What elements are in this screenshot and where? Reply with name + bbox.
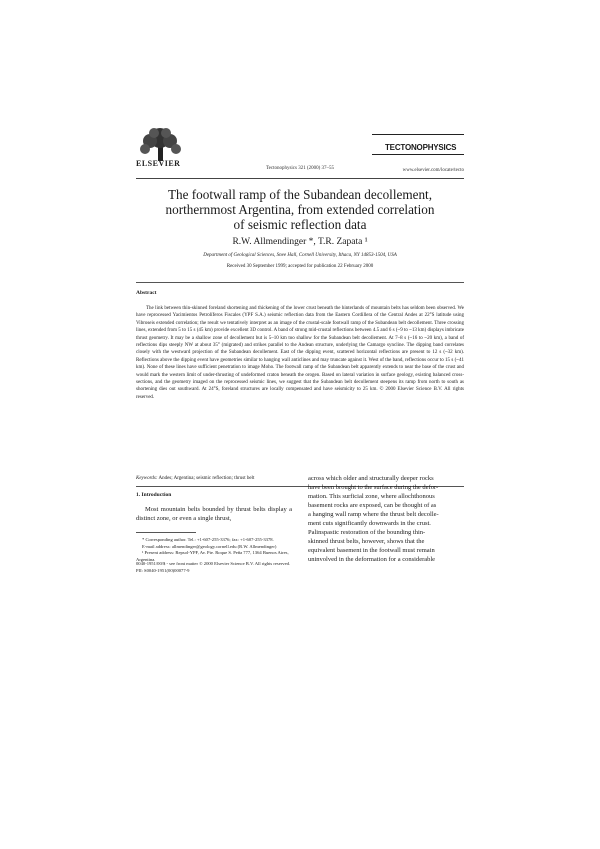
elsevier-tree-logo-icon bbox=[136, 127, 186, 161]
intro-right-column bbox=[308, 474, 464, 564]
abstract-heading: Abstract bbox=[136, 290, 157, 296]
intro-left-column: Most mountain belts bounded by thrust belts display a distinct zone, or even a single thrust, bbox=[136, 506, 292, 522]
text-line: Palinspastic restoration of the bounding thin- bbox=[308, 529, 426, 536]
journal-name: TECTONOPHYSICS bbox=[385, 143, 457, 152]
section-heading: 1. Introduction bbox=[136, 492, 172, 498]
text-line: uninvolved in the deformation for a considerable bbox=[308, 556, 436, 563]
title-line: of seismic reflection data bbox=[233, 217, 367, 232]
abstract-text: The link between thin-skinned foreland shortening and thickening of the lower crust beneath the hinterlands of mountain belts has seldom been observed. We have reprocessed Yacimientos Petrolíferos Fiscales (YPF S.A.) seismic reflection data from the Eastern Cordillera of the Central Andes at 22°S latitude using Vibroseis extended correlation; the result we tentatively interpret as an image of the crustal-scale footwall ramp of the Subandean belt decollement. Three crossing lines, extended from 5 to 15 s (45 km) provide excellent 3D control. A band of strong mid-crustal reflections between 4.5 and 6 s (~9 to ~13 km) displays imbricate thrust geometry. It may be a shallow zone of decollement but is 5–10 km too shallow for the Subandean belt decollement. At 7–8 s (~16 to ~20 km), a band of reflections dips steeply NW at about 35° (migrated) and strikes parallel to the Andean structure, underlying the Camargo syncline. The dipping band correlates closely with the westward projection of the Subandean decollement. East of the dipping event, scattered horizontal reflections are present to 12 s (~32 km). Reflections above the dipping event have geometries similar to hanging wall anticlines and may truncate against it. West of the band, reflections occur to 15 s (~41 km). None of these lines have sufficient penetration to image Moho. The footwall ramp of the Subandean belt apparently extends to near the base of the crust and would mark the western limit of under-thrusting of undeformed craton beneath the orogen. Based on lateral variation in surface geology, existing balanced cross-sections, and the geometry imaged on the reprocessed seismic lines, we suggest that the Subandean belt decollement steepens its ramp from north to south as shortening dies out southward. At 24°S, foreland structures are locally compensated and have seismicity to 25 km. © 2000 Elsevier Science B.V. All rights reserved. bbox=[136, 306, 464, 400]
received-dates: Received 30 September 1999; accepted for publication 22 February 2000 bbox=[226, 264, 374, 269]
footnote: ¹ Present address: Repsol-YPF, Av. Pte. Roque S. Peña 777, 1364 Buenos Aires, Argentina. bbox=[136, 550, 289, 562]
text-line: skinned thrust belts, however, shows that the bbox=[308, 538, 425, 545]
text-line: across which older and structurally deeper rocks bbox=[308, 475, 434, 482]
journal-url[interactable]: www.elsevier.com/locate/tecto bbox=[402, 168, 464, 173]
publisher-name: ELSEVIER bbox=[136, 159, 181, 168]
text-line: basement rocks are exposed, can be thought of as bbox=[308, 502, 437, 509]
keywords-label: Keywords: bbox=[136, 476, 158, 481]
article-title bbox=[140, 187, 460, 232]
issn-line: 0040-1951/00/$ - see front matter © 2000 Elsevier Science B.V. All rights reserved. bbox=[136, 561, 291, 566]
abstract-top-rule bbox=[136, 282, 464, 283]
text-line: a hanging wall ramp where the thrust belt decolle- bbox=[308, 511, 439, 518]
footnotes bbox=[136, 537, 292, 563]
keywords-list: Andes; Argentina; seismic reflection; thrust belt bbox=[158, 476, 255, 481]
affiliation: Department of Geological Sciences, Snee Hall, Cornell University, Ithaca, NY 14853-1504, USA bbox=[203, 253, 397, 258]
title-line: The footwall ramp of the Subandean decollement, bbox=[167, 187, 433, 202]
issn-block bbox=[136, 561, 464, 574]
text-line: mation. This surficial zone, where allochthonous bbox=[308, 493, 435, 500]
footnote-rule bbox=[136, 532, 196, 533]
text-line: ment cuts significantly downwards in the crust. bbox=[308, 520, 431, 527]
text-line: have been brought to the surface during the defor- bbox=[308, 484, 439, 491]
footnote: * Corresponding author. Tel.: +1-607-255-3376; fax: +1-607-255-3378. bbox=[142, 537, 274, 542]
journal-rule-top bbox=[372, 134, 464, 135]
journal-rule-bottom bbox=[372, 154, 464, 155]
authors: R.W. Allmendinger *, T.R. Zapata ¹ bbox=[232, 237, 368, 247]
header-divider bbox=[136, 178, 464, 179]
text-line: equivalent basement in the footwall must remain bbox=[308, 547, 435, 554]
title-line: northernmost Argentina, from extended correlation bbox=[165, 202, 435, 217]
footnote: E-mail address: allmendinger@geology.cornell.edu (R.W. Allmendinger) bbox=[142, 543, 277, 549]
journal-citation: Tectonophysics 321 (2000) 37–55 bbox=[265, 166, 335, 171]
pii-line: PII: S0040-1951(00)00077-9 bbox=[136, 567, 190, 573]
